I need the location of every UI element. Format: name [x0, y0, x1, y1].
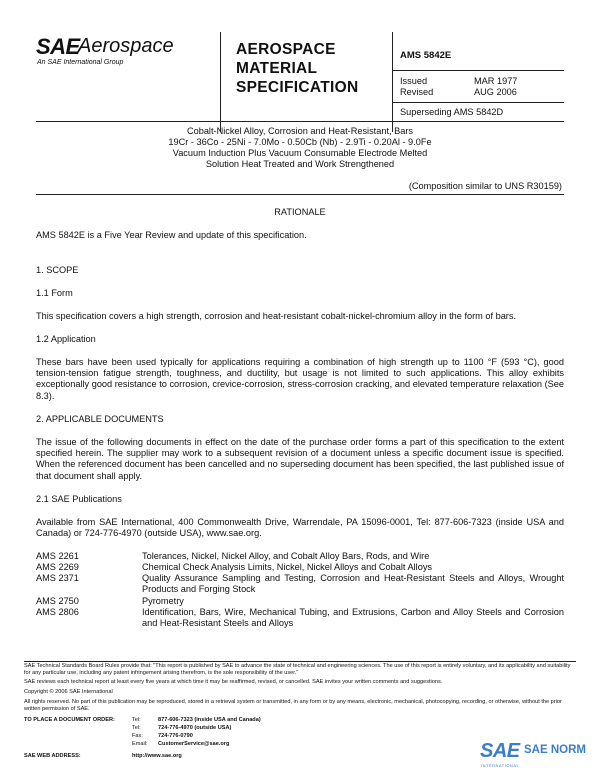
doc-title-ams2269: Chemical Check Analysis Limits, Nickel, Nickel Alloys and Cobalt Alloys	[142, 562, 433, 572]
rationale-text: AMS 5842E is a Five Year Review and update of this specification.	[36, 230, 307, 240]
section-2-1-text: Available from SAE International, 400 Commonwealth Drive, Warrendale, PA 15096-0001, Tel: 877-606-7323 (inside USA and Canada) or 724-776-4970 (outside USA), www.sae.org.	[36, 517, 564, 539]
contact-email-value: CustomerService@sae.org	[158, 741, 230, 747]
doc-title-ams2261: Tolerances, Nickel, Nickel Alloy, and Cobalt Alloy Bars, Rods, and Wire	[142, 551, 430, 561]
doc-id-ams2269: AMS 2269	[36, 562, 79, 572]
subject-line-4: Solution Heat Treated and Work Strengthened	[205, 159, 395, 169]
header-divider-left	[220, 32, 221, 132]
logo-sae-text: SAE	[36, 34, 80, 59]
doc-title-ams2806: Identification, Bars, Wire, Mechanical Tubing, and Extrusions, Carbon and Alloy Steels and Corrosion and Heat-Resistant Steels and Alloys	[142, 607, 564, 628]
footer-review-note: SAE reviews each technical report at least every five years at which time it may be reaffirmed, revised, or cancelled. SAE invites your written comments and suggestions.	[24, 679, 443, 685]
spec-title	[236, 40, 358, 97]
header-divider-right	[392, 32, 393, 132]
stamp-sae-icon: SAE	[480, 740, 520, 762]
rationale-heading: RATIONALE	[274, 207, 326, 217]
subject-line-2: 19Cr - 36Co - 25Ni - 7.0Mo - 0.50Cb (Nb) - 2.9Ti - 0.20Al - 9.0Fe	[168, 137, 432, 147]
sae-norm-stamp	[478, 738, 596, 772]
header-rule-dates	[392, 102, 564, 103]
section-1-heading: 1. SCOPE	[36, 265, 79, 275]
revised-date: AUG 2006	[474, 87, 517, 97]
section-1-2-heading: 1.2 Application	[36, 334, 96, 344]
composition-note: (Composition similar to UNS R30159)	[408, 181, 562, 191]
contact-fax-value: 724-776-0790	[158, 733, 193, 739]
spec-title-line-2: MATERIAL	[236, 60, 318, 77]
stamp-sub-text: INTERNATIONAL	[481, 763, 520, 768]
sae-aerospace-logo	[36, 34, 216, 74]
contact-tel-1-label: Tel:	[132, 717, 141, 723]
section-1-1-text: This specification covers a high strength, corrosion and heat-resistant cobalt-nickel-chromium alloy in the form of bars.	[36, 311, 517, 321]
contact-tel-1-value: 877-606-7323 (inside USA and Canada)	[158, 717, 261, 723]
doc-id-ams2750: AMS 2750	[36, 596, 79, 606]
stamp-norm-text: SAE NORM	[524, 744, 586, 756]
web-address: http://www.sae.org	[132, 753, 182, 759]
section-1-1-heading: 1.1 Form	[36, 288, 73, 298]
web-label: SAE WEB ADDRESS:	[24, 753, 81, 759]
header-rule-bottom	[36, 121, 564, 122]
footer-rule	[24, 661, 576, 662]
doc-id-ams2806: AMS 2806	[36, 607, 79, 617]
header-rule-docnum	[392, 70, 564, 71]
contact-fax-label: Fax:	[132, 733, 143, 739]
order-label: TO PLACE A DOCUMENT ORDER:	[24, 717, 115, 723]
subject-rule-bottom	[36, 194, 564, 195]
logo-tagline: An SAE International Group	[37, 59, 124, 66]
contact-tel-2-value: 724-776-4970 (outside USA)	[158, 725, 232, 731]
issued-date: MAR 1977	[474, 76, 518, 86]
contact-email-label: Email:	[132, 741, 148, 747]
subject-line-1: Cobalt-Nickel Alloy, Corrosion and Heat-Resistant, Bars	[186, 126, 414, 136]
footer-rights: All rights reserved. No part of this publication may be reproduced, stored in a retrieval system or transmitted, in any form or by any means, electronic, mechanical, photocopying, recording, or otherwise, without the prior written permission of SAE.	[24, 699, 562, 712]
doc-id-ams2371: AMS 2371	[36, 573, 79, 583]
section-2-1-heading: 2.1 SAE Publications	[36, 494, 122, 504]
spec-title-line-1: AEROSPACE	[236, 41, 336, 58]
doc-title-ams2750: Pyrometry	[142, 596, 184, 606]
section-2-text: The issue of the following documents in effect on the date of the purchase order forms a part of this specification to the extent specified herein. The supplier may work to a subsequent revision of a document unless a specific document issue is specified. When the referenced document has been cancelled and no superseding document has been specified, the last published issue of that document shall apply.	[36, 437, 564, 481]
superseding-note: Superseding AMS 5842D	[400, 107, 504, 117]
doc-number: AMS 5842E	[400, 50, 452, 61]
subject-line-3: Vacuum Induction Plus Vacuum Consumable Electrode Melted	[172, 148, 428, 158]
footer-board-rules: SAE Technical Standards Board Rules provide that: "This report is published by SAE to advance the state of technical and engineering sciences. The use of this report is entirely voluntary, and its applicability and suitability for any particular use, including any patent infringement arising therefrom, is the sole responsibility of the user."	[24, 663, 571, 676]
section-2-heading: 2. APPLICABLE DOCUMENTS	[36, 414, 164, 424]
footer-copyright: Copyright © 2006 SAE International	[24, 689, 113, 695]
doc-id-ams2261: AMS 2261	[36, 551, 79, 561]
section-1-2-text: These bars have been used typically for applications requiring a combination of high strength up to 1100 °F (593 °C), good tension-tension fatigue strength, toughness, and ductility, but usage is not limited to such applications. This alloy exhibits exceptionally good resistance to corrosion, crevice-corrosion, stress-corrosion cracking, and elevated temperature relaxation (See 8.3).	[36, 357, 564, 401]
logo-aerospace-text: Aerospace	[78, 35, 174, 57]
doc-title-ams2371: Quality Assurance Sampling and Testing, Corrosion and Heat-Resistant Steels and Alloys, Wrought Products and Forging Stock	[142, 573, 564, 594]
issued-label: Issued	[400, 76, 428, 86]
revised-label: Revised	[400, 87, 434, 97]
contact-tel-2-label: Tel:	[132, 725, 141, 731]
spec-title-line-3: SPECIFICATION	[236, 79, 359, 96]
